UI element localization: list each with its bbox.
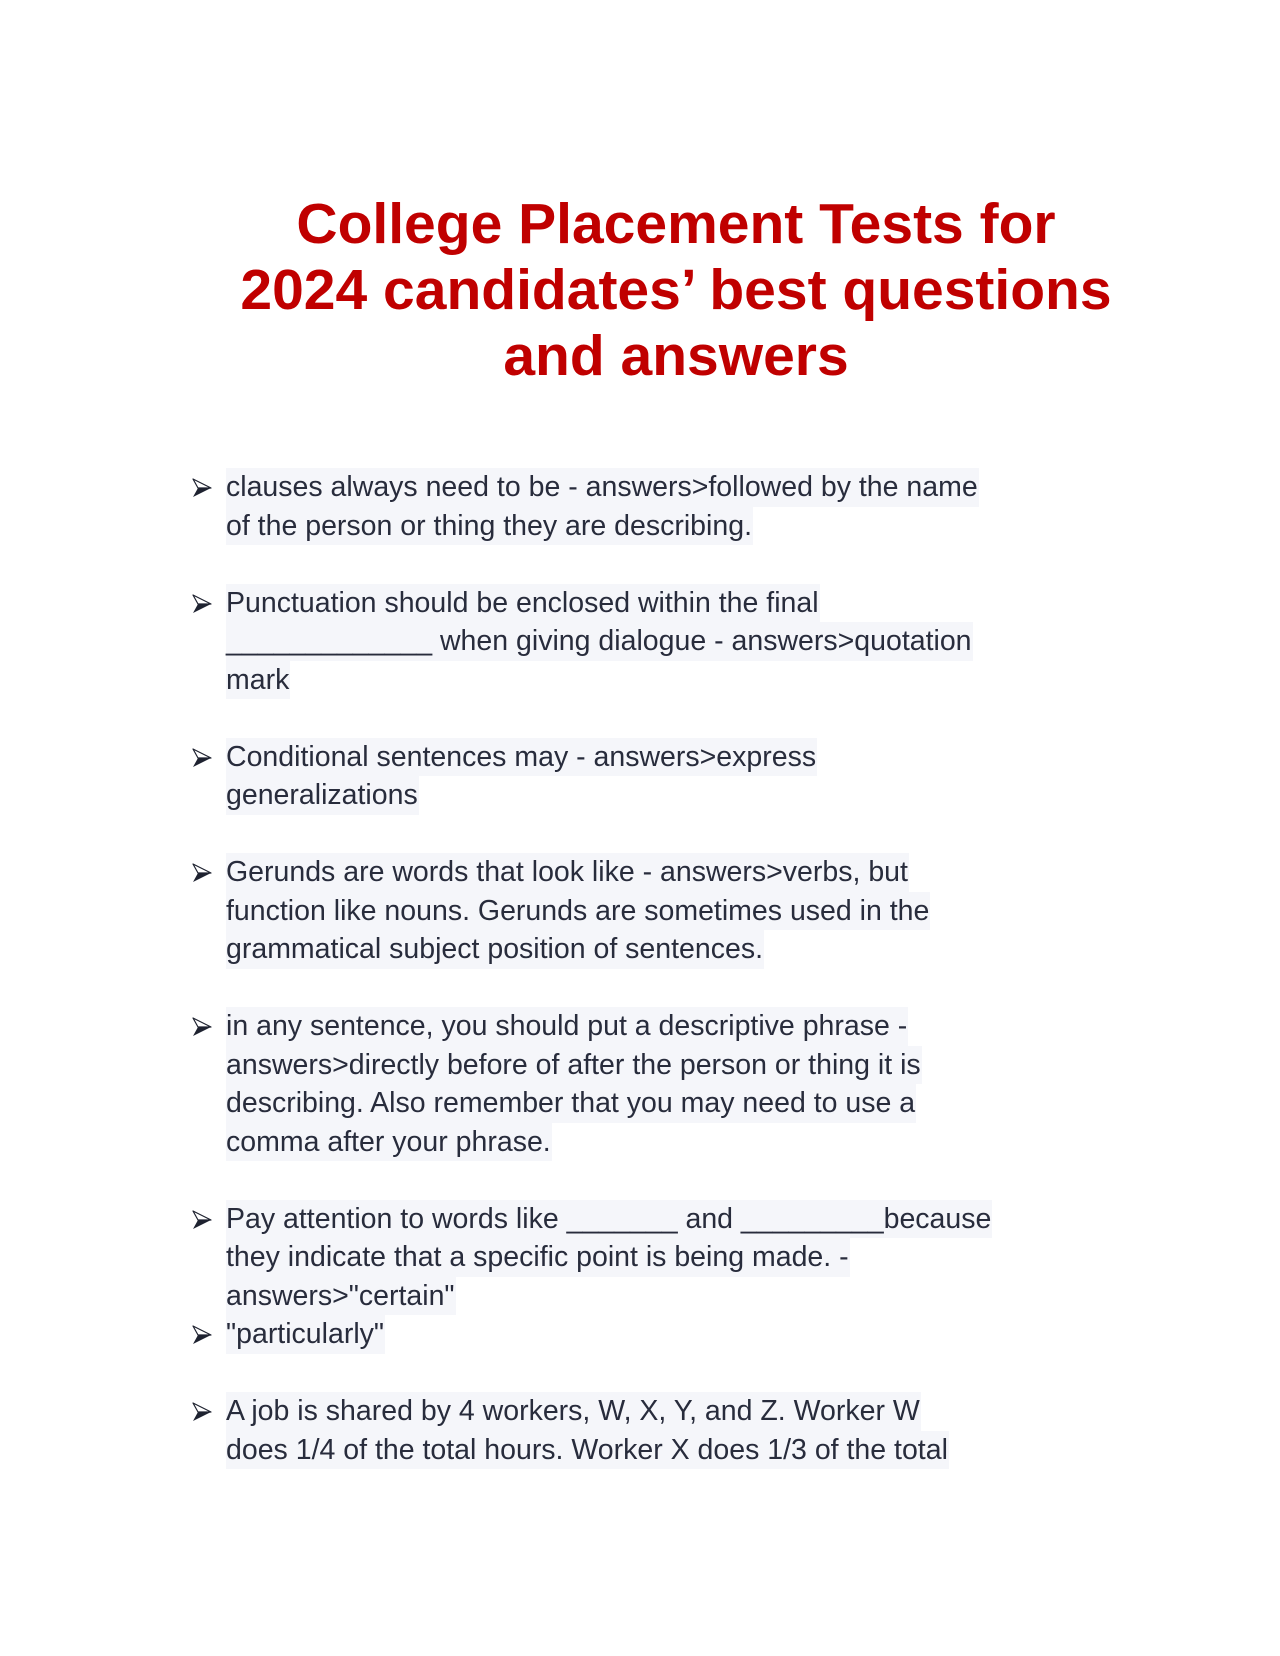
- arrowhead-bullet-icon: [191, 862, 213, 884]
- item-text-line: comma after your phrase.: [226, 1123, 552, 1162]
- list-item: [0, 1392, 1280, 1469]
- qa-bullet-list: [0, 468, 1280, 1508]
- item-text-line: A job is shared by 4 workers, W, X, Y, and Z. Worker W: [226, 1392, 921, 1431]
- item-text-line: _____________ when giving dialogue - answers>quotation: [226, 622, 973, 661]
- item-text-line: Gerunds are words that look like - answers>verbs, but: [226, 853, 909, 892]
- arrowhead-bullet-icon: [191, 1401, 213, 1423]
- item-text-line: they indicate that a specific point is being made. -: [226, 1238, 850, 1277]
- list-item: [0, 468, 1280, 545]
- arrowhead-bullet-icon: [191, 593, 213, 615]
- list-item: [0, 853, 1280, 969]
- item-text-line: function like nouns. Gerunds are sometimes used in the: [226, 892, 930, 931]
- list-item: [0, 1315, 1280, 1354]
- title-line: 2024 candidates’ best questions: [240, 258, 1112, 322]
- arrowhead-bullet-icon: [191, 1016, 213, 1038]
- list-item: [0, 1200, 1280, 1316]
- list-item: [0, 584, 1280, 700]
- item-text-line: mark: [226, 661, 290, 700]
- item-text-line: of the person or thing they are describing.: [226, 507, 753, 546]
- item-text-line: in any sentence, you should put a descriptive phrase -: [226, 1007, 908, 1046]
- item-text-line: "particularly": [226, 1315, 385, 1354]
- title-line: and answers: [503, 324, 849, 388]
- item-text-line: clauses always need to be - answers>followed by the name: [226, 468, 979, 507]
- list-item: [0, 1007, 1280, 1161]
- item-text-line: grammatical subject position of sentences.: [226, 930, 764, 969]
- item-text-line: Pay attention to words like _______ and _________because: [226, 1200, 992, 1239]
- item-text-line: does 1/4 of the total hours. Worker X does 1/3 of the total: [226, 1431, 949, 1470]
- item-text-line: answers>directly before of after the person or thing it is: [226, 1046, 922, 1085]
- item-text-line: Punctuation should be enclosed within the final: [226, 584, 820, 623]
- item-text-line: describing. Also remember that you may need to use a: [226, 1084, 916, 1123]
- item-text-line: generalizations: [226, 776, 419, 815]
- item-text-line: answers>"certain": [226, 1277, 456, 1316]
- arrowhead-bullet-icon: [191, 747, 213, 769]
- document-title: [150, 191, 1202, 389]
- arrowhead-bullet-icon: [191, 1209, 213, 1231]
- arrowhead-bullet-icon: [191, 477, 213, 499]
- item-text-line: Conditional sentences may - answers>express: [226, 738, 817, 777]
- arrowhead-bullet-icon: [191, 1324, 213, 1346]
- list-item: [0, 738, 1280, 815]
- title-line: College Placement Tests for: [296, 192, 1056, 256]
